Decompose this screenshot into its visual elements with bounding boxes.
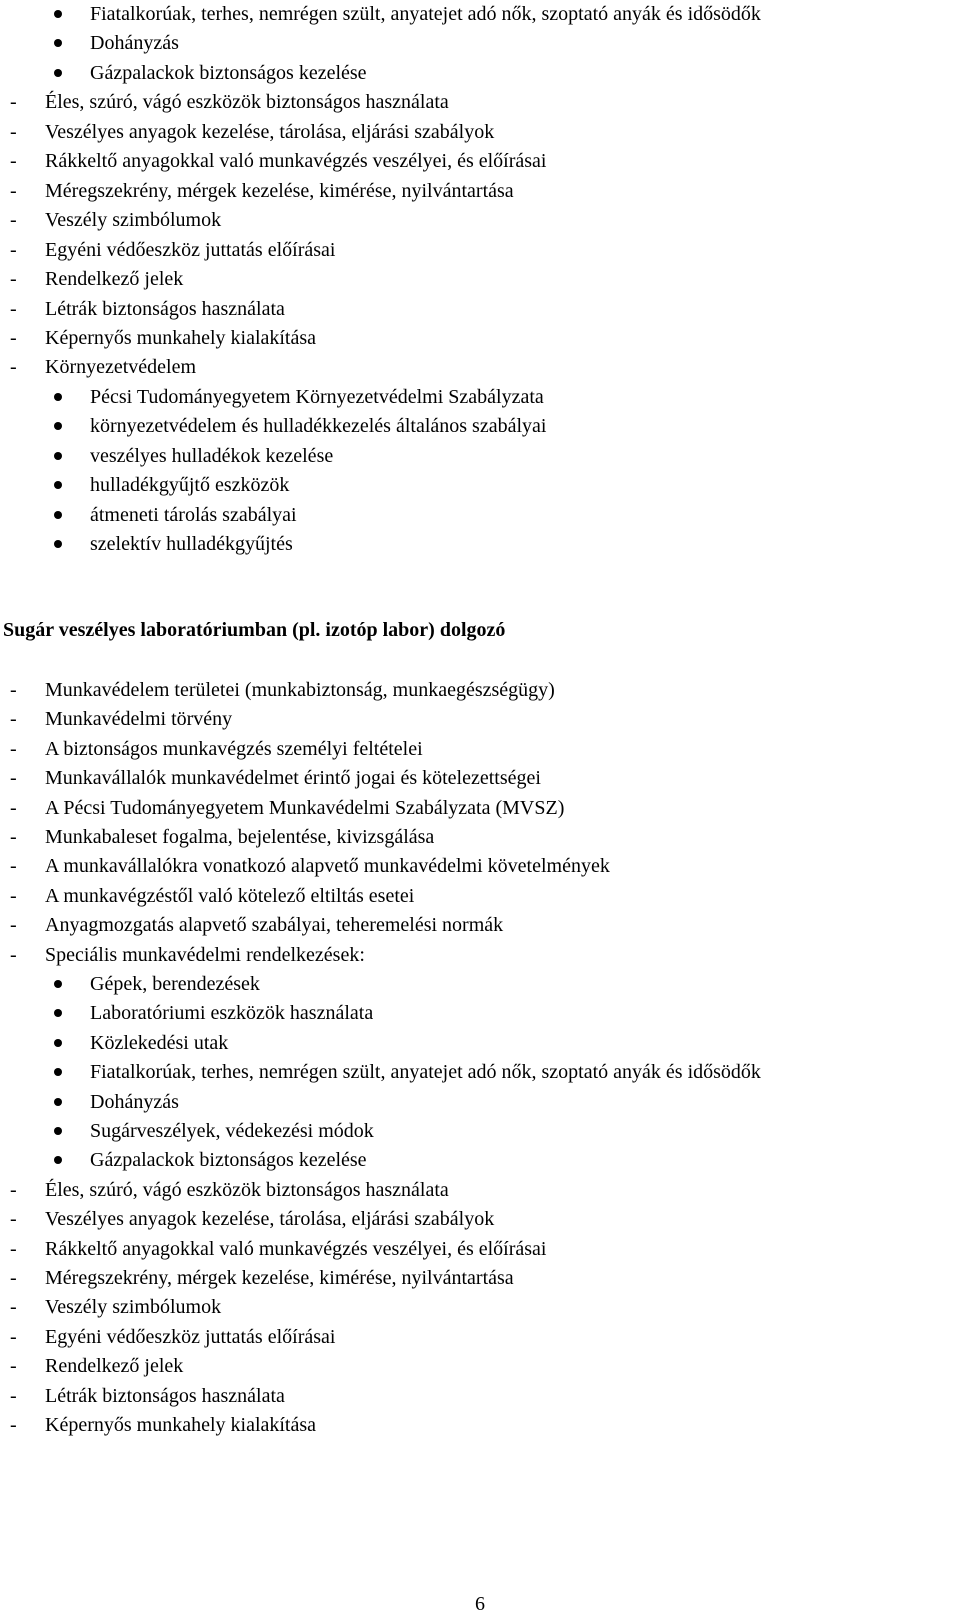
bullet-icon: [54, 1009, 62, 1017]
list-item-text: Rákkeltő anyagokkal való munkavégzés veszélyei, és előírásai: [45, 150, 547, 173]
list-item-text: Méregszekrény, mérgek kezelése, kimérése, nyilvántartása: [45, 179, 514, 202]
dash-marker: -: [10, 767, 17, 790]
dash-marker: -: [10, 1384, 17, 1407]
list-item-text: Éles, szúró, vágó eszközök biztonságos használata: [45, 1178, 449, 1201]
bullet-icon: [54, 481, 62, 489]
list-item-text: Képernyős munkahely kialakítása: [45, 326, 317, 349]
list-item-text: Munkavédelmi törvény: [45, 708, 233, 731]
list-item-text: Létrák biztonságos használata: [45, 297, 285, 320]
dash-marker: -: [10, 1296, 17, 1319]
list-item-text: Gépek, berendezések: [90, 973, 260, 995]
list-item-text: Veszélyes anyagok kezelése, tárolása, eljárási szabályok: [45, 120, 495, 143]
list-item-text: Pécsi Tudományegyetem Környezetvédelmi Szabályzata: [90, 385, 544, 408]
list-item-text: Rákkeltő anyagokkal való munkavégzés veszélyei, és előírásai: [45, 1237, 547, 1260]
bullet-icon: [54, 980, 62, 988]
dash-marker: -: [10, 326, 17, 349]
bullet-icon: [54, 1039, 62, 1047]
list-item-text: A biztonságos munkavégzés személyi feltételei: [45, 737, 423, 760]
list-item-text: Gázpalackok biztonságos kezelése: [90, 61, 367, 84]
bullet-icon: [54, 452, 62, 460]
list-item-text: Munkabaleset fogalma, bejelentése, kivizsgálása: [45, 826, 435, 848]
list-item-text: A Pécsi Tudományegyetem Munkavédelmi Szabályzata (MVSZ): [45, 796, 565, 819]
list-item-text: Dohányzás: [90, 1090, 179, 1113]
list-item-text: Veszélyes anyagok kezelése, tárolása, eljárási szabályok: [45, 1208, 495, 1231]
bullet-icon: [54, 39, 62, 47]
bullet-icon: [54, 540, 62, 548]
bullet-icon: [54, 1156, 62, 1164]
list-item-text: szelektív hulladékgyűjtés: [90, 533, 293, 556]
list-item-text: Veszély szimbólumok: [45, 1296, 222, 1319]
dash-marker: -: [10, 737, 17, 760]
list-item-text: Anyagmozgatás alapvető szabályai, teheremelési normák: [45, 914, 504, 937]
list-item-text: A munkavállalókra vonatkozó alapvető munkavédelmi követelmények: [45, 855, 610, 878]
list-item-text: Munkavédelem területei (munkabiztonság, munkaegészségügy): [45, 679, 555, 701]
list-item-text: Munkavállalók munkavédelmet érintő jogai és kötelezettségei: [45, 767, 541, 790]
list-item-text: Sugárveszélyek, védekezési módok: [90, 1120, 374, 1142]
list-item-text: környezetvédelem és hulladékkezelés általános szabályai: [90, 415, 547, 438]
dash-marker: -: [10, 708, 17, 731]
dash-marker: -: [10, 1208, 17, 1231]
list-item-text: Létrák biztonságos használata: [45, 1384, 285, 1407]
list-item-text: Fiatalkorúak, terhes, nemrégen szült, anyatejet adó nők, szoptató anyák és idősödők: [90, 3, 761, 25]
bullet-icon: [54, 10, 62, 18]
list-item-text: Veszély szimbólumok: [45, 209, 222, 232]
dash-marker: -: [10, 1267, 17, 1289]
list-item-text: Egyéni védőeszköz juttatás előírásai: [45, 238, 336, 261]
list-item-text: Éles, szúró, vágó eszközök biztonságos használata: [45, 91, 449, 114]
dash-marker: -: [10, 356, 17, 379]
dash-marker: -: [10, 91, 17, 114]
list-item-text: Rendelkező jelek: [45, 1355, 184, 1378]
dash-marker: -: [10, 268, 17, 291]
list-item-text: Közlekedési utak: [90, 1031, 229, 1054]
dash-marker: -: [10, 796, 17, 819]
dash-marker: -: [10, 855, 17, 878]
dash-marker: -: [10, 238, 17, 261]
list-item-text: Laboratóriumi eszközök használata: [90, 1002, 374, 1025]
dash-marker: -: [10, 679, 17, 701]
dash-marker: -: [10, 1414, 17, 1436]
list-item-text: átmeneti tárolás szabályai: [90, 503, 297, 526]
list-item-text: Rendelkező jelek: [45, 268, 184, 291]
dash-marker: -: [10, 209, 17, 232]
list-item-text: Fiatalkorúak, terhes, nemrégen szült, anyatejet adó nők, szoptató anyák és idősödők: [90, 1061, 761, 1084]
list-item-text: veszélyes hulladékok kezelése: [90, 444, 334, 467]
dash-marker: -: [10, 914, 17, 937]
bullet-icon: [54, 1068, 62, 1076]
list-item-text: Képernyős munkahely kialakítása: [45, 1414, 317, 1436]
dash-marker: -: [10, 943, 17, 966]
dash-marker: -: [10, 1355, 17, 1378]
bullet-icon: [54, 1127, 62, 1135]
dash-marker: -: [10, 150, 17, 173]
dash-marker: -: [10, 1178, 17, 1201]
list-item-text: Méregszekrény, mérgek kezelése, kimérése, nyilvántartása: [45, 1267, 514, 1289]
list-item-text: Gázpalackok biztonságos kezelése: [90, 1149, 367, 1172]
list-item-text: hulladékgyűjtő eszközök: [90, 474, 290, 497]
dash-marker: -: [10, 1237, 17, 1260]
bullet-icon: [54, 69, 62, 77]
dash-marker: -: [10, 826, 17, 848]
list-item-text: Dohányzás: [90, 32, 179, 55]
page-number: 6: [475, 1593, 485, 1615]
bullet-icon: [54, 1098, 62, 1106]
dash-marker: -: [10, 1325, 17, 1348]
dash-marker: -: [10, 179, 17, 202]
list-item-text: A munkavégzéstől való kötelező eltiltás esetei: [45, 884, 415, 907]
bullet-icon: [54, 393, 62, 401]
section-heading: Sugár veszélyes laboratóriumban (pl. izotóp labor) dolgozó: [3, 619, 506, 641]
dash-marker: -: [10, 884, 17, 907]
dash-marker: -: [10, 297, 17, 320]
list-item-text: Speciális munkavédelmi rendelkezések:: [45, 943, 365, 966]
bullet-icon: [54, 511, 62, 519]
list-item-text: Egyéni védőeszköz juttatás előírásai: [45, 1325, 336, 1348]
bullet-icon: [54, 422, 62, 430]
list-item-text: Környezetvédelem: [45, 356, 197, 379]
dash-marker: -: [10, 120, 17, 143]
